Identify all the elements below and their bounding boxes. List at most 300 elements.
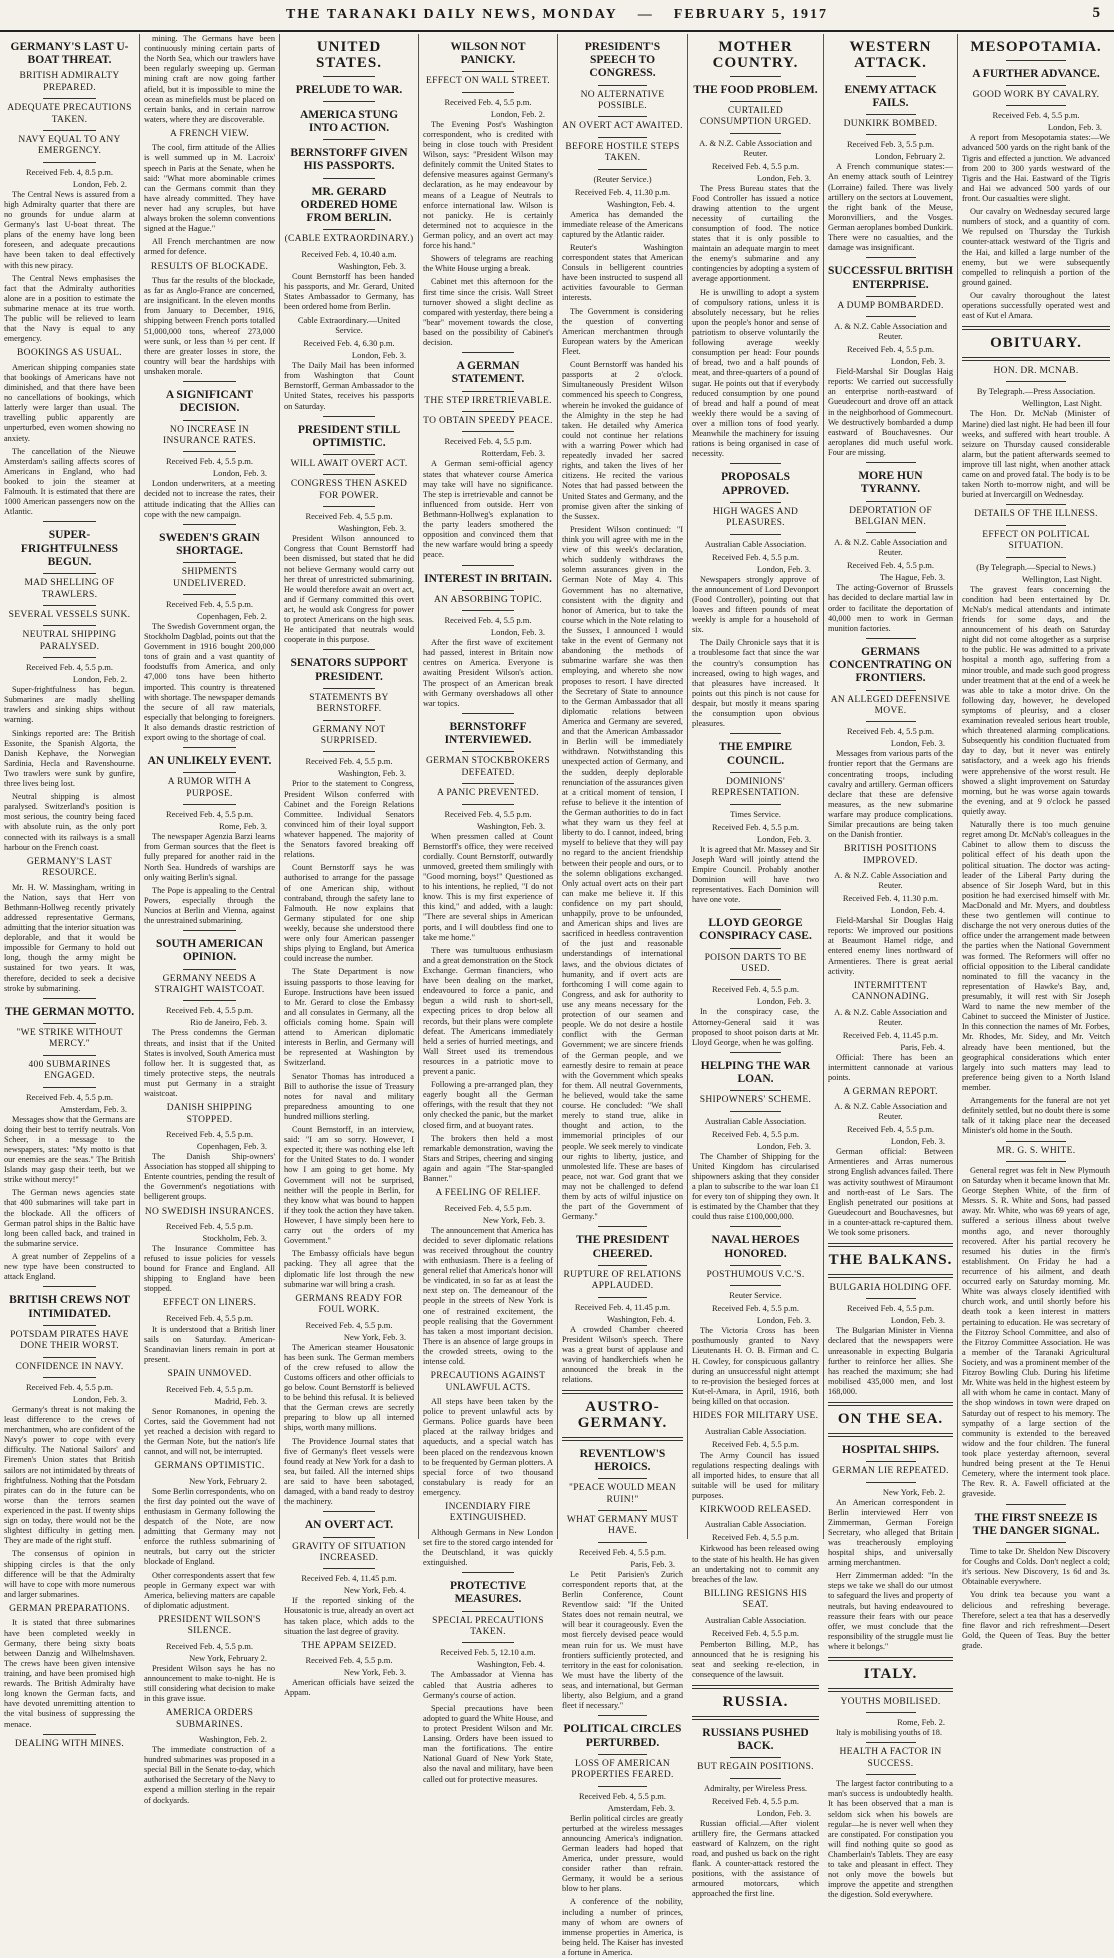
- article-paragraph: Senator Thomas has introduced a Bill to authorise the issue of Treasury notes for naval and military preparedness amounting to one hundred millions sterling.: [284, 1071, 414, 1121]
- double-rule: [828, 1688, 953, 1692]
- column-rule: [598, 1297, 646, 1298]
- dateline: Received Feb. 4, 5.5 p.m.: [165, 1383, 254, 1394]
- article-paragraph: The Central News emphasises the fact that the Admiralty authorities alone are in a position to estimate the submarine menace at its true worth. The public will be relieved to learn that the Navy is equal to any emergency.: [4, 273, 135, 344]
- column-rule: [183, 1000, 235, 1001]
- article-paragraph: If the reported sinking of the Housatonic is true, already an overt act has taken place, which adds to the situation the last degree of gravity.: [284, 1596, 414, 1636]
- article-paragraph: Thus far the results of the blockade, as far as Anglo-France are concerned, are insignificant. In the eleven months from January to December, 1916, shipping between French ports totalled 51,000,000 tons, whereof 273,000 were sunk, or less than ½ per cent. If there are greater losses in store, the country will bear the hardships with unshaken morale.: [144, 275, 275, 376]
- article-headline: SUCCESSFUL BRITISH ENTERPRISE.: [828, 265, 953, 291]
- column-rule: [730, 733, 781, 734]
- column-rule: [866, 76, 916, 77]
- article-headline: GERMANS CONCENTRATING ON FRONTIERS.: [829, 645, 952, 685]
- article-paragraph: The Army Council has issued regulations respecting dealings with all imported hides, to ensure that all suitable will be used for military purposes.: [692, 1450, 819, 1500]
- column-rule: [730, 909, 781, 910]
- placeline: London, Feb. 3.: [756, 833, 811, 844]
- placeline: London, Feb. 3.: [890, 1136, 945, 1147]
- column-rule: [462, 1611, 514, 1612]
- article-paragraph: There was tumultuous enthusiasm and a great demonstration on the Stock Exchange. German financiers, who have been dealing on the market, endeavoured to force a panic, and begun a wild rush to short-sell, expecting prices to drop below all records, but their plans were complete defeat. The Americans immediately held a series of hurried meetings, and Wall Street used its tremendous resources in a patriotic move to prevent a panic.: [423, 945, 553, 1077]
- article-headline: A SIGNIFICANT DECISION.: [165, 389, 254, 415]
- column-rule: [43, 1734, 95, 1735]
- placeline: London, Feb. 3.: [756, 1315, 811, 1326]
- dateline: Received Feb. 4, 5.5 p.m.: [846, 1124, 935, 1135]
- article-subheading: BILLING RESIGNS HIS SEAT.: [703, 1588, 808, 1611]
- column-rule: [43, 998, 95, 999]
- column-rule: [866, 134, 916, 135]
- column-rule: [866, 1298, 916, 1299]
- column-rule: [866, 532, 916, 533]
- article-paragraph: Messages show that the Germans are doing their best to terrify neutrals. Von Scheer, in a message to the newspapers, states: "My motto is that our enemies are the seas." The British Islands may gasp their teeth, but we strike without mercy!": [4, 1114, 135, 1185]
- article-paragraph: All steps have been taken by the police to prevent unlawful acts by Germans. Police guards have been placed at the railway bridges and aqueducts, and a special watch has been placed on the rendezvous known to be frequented by German plotters. A special force of two thousand constabulary is ready for an emergency.: [423, 1396, 553, 1497]
- dateline: Received Feb. 4, 5.5 p.m.: [25, 662, 114, 673]
- article-paragraph: Germany's threat is not making the least difference to the crews of merchantmen, who are confident of the Navy's power to cope with every difficulty. The National Sailors' and Firemen's Union states that British sailors are not intimidated by threats of frightfulness. Nothing that the Potsdam pirates can do in the future can be worse than the terrors seamen experienced in the past. If twenty ships sign on today, there would not be the slightest difficulty in getting men. They are made of the right stuff.: [4, 1404, 135, 1546]
- dateline: Australian Cable Association.: [704, 1115, 807, 1126]
- article-headline: MR. GERARD ORDERED HOME FROM BERLIN.: [300, 185, 398, 225]
- article-subheading: GERMANY NEEDS A STRAIGHT WAISTCOAT.: [154, 973, 265, 996]
- section-heading: AUSTRO-GERMANY.: [577, 1399, 668, 1432]
- column-rule: [43, 573, 95, 574]
- article-subheading: A FEELING OF RELIEF.: [435, 1188, 541, 1199]
- article-headline: ENEMY ATTACK FAILS.: [844, 83, 937, 109]
- article-paragraph: The cancellation of the Nieuwe Amsterdam's sailing affects scores of Americans in England, who had booked to join the steamer at Falmouth. It is estimated that there are 1000 American passengers now on the Atlantic.: [4, 446, 135, 517]
- article-paragraph: The Embassy officials have begun packing. They all agree that the diplomatic life lost through the new submarine war will bring a crash.: [284, 1249, 414, 1289]
- placeline: Paris, Feb. 4.: [900, 1041, 945, 1052]
- placeline: Wellington, Last Night.: [1021, 573, 1102, 584]
- article-paragraph: The brokers then held a most remarkable demonstration, waving the Stars and Stripes, cheering and singing again and again "The Star-spangled Banner.": [423, 1133, 553, 1184]
- article-headline: AN OVERT ACT.: [304, 1519, 394, 1532]
- dateline: Received Feb. 4, 5.5 p.m.: [305, 511, 393, 522]
- article-paragraph: Count Bernstorff says he was authorised to arrange for the passage of one American ship, without contraband, through the safety lane to Falmouth. He now explains that Germany stipulated for one ship weekly, because she understood there were only four American passenger ships plying to England, but America could increase the number.: [284, 863, 414, 964]
- article-subheading: EFFECT ON WALL STREET.: [426, 76, 550, 87]
- article-subheading: DANISH SHIPPING STOPPED.: [166, 1103, 253, 1125]
- article-paragraph: Herr Zimmerman added: "In the steps we take we shall do our utmost to safeguard the lives and property of neutrals, but having endeavoured to reassure their fears with our peace offer, we must conclude that the responsibility of the struggle must lie where it belongs.": [828, 1571, 953, 1652]
- double-rule: [692, 1716, 819, 1720]
- article-headline: HOSPITAL SHIPS.: [842, 1443, 939, 1456]
- dateline: (By Telegraph.—Special to News.): [976, 561, 1096, 572]
- placeline: Washington, Feb. 3.: [337, 768, 406, 779]
- placeline: London, Feb. 3.: [72, 1393, 127, 1404]
- article-paragraph: Naturally there is too much genuine regret among Dr. McNab's colleagues in the Cabinet to allow them to discuss the political effect of his death upon the political situation. The doctor was acting-leader of the Liberal Party during the absence of Sir Joseph Ward, but in this position he had exercised himself with Mr. MacDonald and Mr. Myers, and doubtless these two gentlemen will continue to discharge the not very onerous duties of the office under the arrangement made between the parties when the National Government was formed. The Reformers will offer no official opposition to the Liberal candidate nominated to fill the vacancy in the representation of Hawke's Bay, and, presumably, it will rest with Sir Joseph Ward to name the new member of the Cabinet to succeed the Minister of Justice. In this connection the names of Mr. Forbes, Mr. Rhodes, Mr. Sidey, and Mr. Veitch already have been mentioned, but the geographical considerations which enter largely into such matters may lead to preference being given to a North Island member.: [962, 820, 1110, 1092]
- article-subheading: "PEACE WOULD MEAN RUIN!": [569, 1483, 676, 1505]
- dateline: Received Feb. 4, 10.40 a.m.: [301, 248, 397, 259]
- article-subheading: EFFECT ON POLITICAL SITUATION.: [982, 529, 1090, 552]
- column-rule: [730, 979, 781, 980]
- article-paragraph: A great number of Zeppelins of a new type have been constructed to attack England.: [4, 1252, 135, 1282]
- column-rule: [598, 1478, 646, 1479]
- article-subheading: WILL AWAIT OVERT ACT.: [290, 459, 408, 470]
- article-paragraph: Kirkwood has been released owing to the state of his health. He has given an undertaking not to commit any breaches of the law.: [692, 1544, 819, 1584]
- masthead: [0, 0, 1114, 32]
- column-rule: [43, 521, 95, 522]
- article-paragraph: German official: Between Armentieres and Arras numerous strong English advances failed. There was activity southwest of Miraumont and north-east of Le Sars. The English penetrated our positions at Gueudecourt and Bouchavesnes, but in a counter-attack re-captured them. We took some prisoners.: [828, 1147, 953, 1238]
- article-headline: INTEREST IN BRITAIN.: [424, 572, 552, 585]
- placeline: Wellington, Last Night.: [1021, 398, 1102, 409]
- article-subheading: BULGARIA HOLDING OFF.: [829, 1282, 952, 1293]
- placeline: New York, Feb. 2.: [882, 1486, 945, 1497]
- article-paragraph: mining. The Germans have been continuously mining certain parts of the North Sea, which our trawlers have been regularly sweeping up. German mining craft are now going farther afield, but it is impossible to mine the ocean as minefields must be placed on certain banks, and in certain narrow waters, where they are discoverable.: [144, 34, 275, 124]
- article-subheading: RUPTURE OF RELATIONS APPLAUDED.: [563, 1269, 682, 1292]
- section-heading: RUSSIA.: [722, 1694, 789, 1711]
- article-paragraph: Count Bernstorff, in an interview, said: "I am so sorry. However, I expected it; there was nothing else left for the United States to do. I wonder how I am going to get home. My Government will not be surprised, neither will the people in Berlin, for they know what was bound to happen if they took the action they have taken. However, I have simply been here to carry out the orders of my Government.": [284, 1125, 414, 1246]
- column-rule: [1006, 105, 1065, 106]
- column-7: [824, 34, 958, 1900]
- dateline: Received Feb. 4, 5.5 p.m.: [992, 110, 1080, 121]
- article-paragraph: Cabinet met this afternoon for the first time since the crisis. Wall Street turnover showed a slight decline as compared with yesterday, there being a "bear" movement towards the close, based on the possibility of Cabinet's decision.: [423, 277, 553, 348]
- column-rule: [598, 137, 646, 138]
- column-rule: [730, 804, 781, 805]
- column-rule: [462, 92, 514, 93]
- placeline: London, Feb. 2.: [72, 178, 127, 189]
- column-6: [688, 34, 824, 1899]
- article-subheading: GERMAN LIE REPEATED.: [832, 1466, 949, 1477]
- article-headline: REVENTLOW'S HEROICS.: [579, 1447, 666, 1474]
- dateline: Received Feb. 4, 11.45 p.m.: [842, 1029, 939, 1040]
- article-subheading: ADEQUATE PRECAUTIONS TAKEN.: [7, 103, 132, 125]
- article-subheading: CURTAILED CONSUMPTION URGED.: [699, 105, 812, 128]
- placeline: London, Feb. 3.: [756, 563, 811, 574]
- article-subheading: GOOD WORK BY CAVALRY.: [972, 89, 1100, 100]
- article-subheading: BOOKINGS AS USUAL.: [17, 348, 122, 359]
- article-subheading: POSTHUMOUS V.C.'S.: [706, 1269, 805, 1280]
- column-rule: [43, 657, 95, 658]
- article-subheading: HIDES FOR MILITARY USE.: [692, 1411, 819, 1422]
- article-paragraph: The Daily Mail has been informed from Washington that Count Bernstorff, German Ambassador to the United States, receives his passports on Saturday.: [284, 361, 414, 411]
- placeline: Rome, Feb. 3.: [219, 821, 267, 832]
- column-rule: [462, 713, 514, 714]
- article-paragraph: You drink tea because you want a delicious and refreshing beverage. Therefore, select a tea that has a deservedly fine flavor and rich refreshment—Desert Gold, the Queen of Teas. Buy the better grade.: [962, 1590, 1110, 1650]
- column-rule: [183, 451, 235, 452]
- placeline: Washington, Feb. 2.: [198, 1733, 267, 1744]
- article-headline: SWEDEN'S GRAIN SHORTAGE.: [159, 531, 260, 557]
- article-paragraph: Showers of telegrams are reaching the White House urging a break.: [423, 254, 553, 274]
- dateline: Received Feb. 4, 5.5 p.m.: [578, 1546, 667, 1557]
- article-subheading: DETAILS OF THE ILLNESS.: [974, 509, 1098, 520]
- column-rule: [462, 71, 514, 72]
- article-subheading: BRITISH POSITIONS IMPROVED.: [844, 844, 937, 866]
- article-paragraph: An American correspondent in Berlin interviewed Herr von Zimmerman, German Foreign Secretary, who alleged that Britain was treacherously employing hospital ships, and universally arming merchantmen.: [828, 1497, 953, 1568]
- column-rule: [1006, 1542, 1065, 1543]
- placeline: Washington, Feb. 3.: [337, 260, 406, 271]
- column-rule: [730, 1778, 781, 1779]
- placeline: New York, Feb. 4.: [343, 1585, 406, 1596]
- article-paragraph: A report from Mesopotamia states:—We advanced 500 yards on the right bank of the Tigris and effected a junction. We advanced from 200 to 300 yards westward of the Tigris and the Hai. Eastward of the Tigris and Hai we advanced 500 yards of our front. Our casualties were slight.: [962, 133, 1110, 204]
- column-rule: [1006, 1504, 1065, 1505]
- column-rule: [323, 1511, 375, 1512]
- article-paragraph: He is unwilling to adopt a system of compulsory rations, unless it is absolutely necessary, but he relies upon the people's honor and sense of patriotism to observe voluntarily the following average weekly consumption per head: Four pounds of bread, two and a half pounds of meat, and three-quarters of a pound of sugar. He points out that if everybody reduced consumption by one pound of bread and half a pound of meat weekly there would be a saving of over a million tons of food yearly. Meanwhile the machinery for issuing rations is being organised in case of necessity.: [692, 287, 819, 459]
- placeline: Rio de Janeiro, Feb. 3.: [190, 1017, 267, 1028]
- article-paragraph: The newspaper Agenzia Barzi learns from German sources that the fleet is fully prepared for another raid in the North Sea. Hundreds of warships are only waiting Berlin's signal.: [144, 832, 275, 882]
- column-rule: [598, 85, 646, 86]
- dateline: A. & N.Z. Cable Association and Reuter.: [834, 537, 947, 558]
- article-paragraph: Neutral shipping is almost paralysed. Switzerland's position is most serious, the country being faced with absolute ruin, as the only port connected with its railways is a small harbour on the French coast.: [4, 792, 135, 852]
- column-rule: [462, 411, 514, 412]
- column-rule: [323, 454, 375, 455]
- placeline: New York, Feb. 3.: [343, 1667, 406, 1678]
- dateline: Received Feb. 4, 5.5 p.m.: [165, 1220, 254, 1231]
- article-paragraph: Italy is mobilising youths of 18.: [836, 1728, 943, 1738]
- article-subheading: DEPORTATION OF BELGIAN MEN.: [849, 505, 932, 527]
- article-subheading: INCENDIARY FIRE EXTINGUISHED.: [445, 1502, 531, 1524]
- placeline: London, February 2.: [875, 151, 945, 162]
- column-rule: [323, 751, 375, 752]
- placeline: New York, Feb. 3.: [343, 1331, 406, 1342]
- placeline: Copenhagen, Feb. 3.: [196, 1141, 267, 1151]
- dateline: Received Feb. 4, 5.5 p.m.: [25, 1091, 114, 1102]
- section-heading: MOTHER COUNTRY.: [712, 39, 799, 71]
- article-paragraph: The announcement that America has decided to sever diplomatic relations was received throughout the country with enthusiasm. There is a feeling of general relief that America's honor will be vindicated, in so far as at least the next step on. The demeanour of the people in the streets of New York is one of restrained excitement, the people realising that the Government has taken a most important decision. There is an absence of large groups in the crowded streets, owing to the intense cold.: [423, 1225, 553, 1367]
- article-paragraph: American officials have seized the Appam.: [284, 1678, 414, 1698]
- dateline: Received Feb. 4, 11.30 p.m.: [842, 893, 939, 904]
- placeline: London, Feb. 2.: [72, 674, 127, 685]
- column-rule: [866, 1712, 916, 1713]
- article-headline: THE FOOD PROBLEM.: [693, 83, 818, 96]
- article-paragraph: A crowded Chamber cheered President Wilson's speech. There was a great burst of applause and waving of handkerchiefs when he announced the break in the relations.: [562, 1324, 683, 1385]
- article-subheading: SPECIAL PRECAUTIONS TAKEN.: [432, 1615, 544, 1638]
- dateline: Received Feb. 4, 5.5 p.m.: [305, 756, 393, 767]
- article-paragraph: The Swedish Government organ, the Stockholm Dagblad, points out that the Government in 1916 bought 200,000 tons of grain and a vast quantity of foodstuffs from America, and only 47,000 tons have been hitherto imported. This country is threatened with shortage. The newspaper demands the secure of all raw materials, especially that belonging to foreigners. It also demands drastic restriction of export owing to the shortage of coal.: [144, 621, 275, 743]
- article-headline: SUPER-FRIGHTFULNESS BEGUN.: [20, 529, 119, 568]
- article-headline: THE GERMAN MOTTO.: [4, 1005, 135, 1018]
- article-subheading: PRESIDENT WILSON'S SILENCE.: [158, 1614, 261, 1637]
- column-rule: [323, 229, 375, 230]
- column-rule: [866, 1742, 916, 1743]
- article-paragraph: The Daily Chronicle says that it is a troublesome fact that since the war the country's consumption has increased, owing to high wages, and that pleasures have increased. It points out this pinch is not cause for despair, but mostly it means sparing the consumption upon obvious pleasures.: [692, 638, 819, 729]
- article-subheading: (CABLE EXTRAORDINARY.): [284, 234, 414, 245]
- column-rule: [866, 1461, 916, 1462]
- article-headline: RUSSIANS PUSHED BACK.: [702, 1726, 809, 1753]
- section-heading: ITALY.: [863, 1666, 918, 1683]
- article-subheading: NO INCREASE IN INSURANCE RATES.: [163, 424, 256, 446]
- article-subheading: NEUTRAL SHIPPING PARALYSED.: [22, 630, 117, 652]
- article-paragraph: The Danish Ship-owners' Association has stopped all shipping to Entente countries, pending the result of the Government's negotiations with belligerent groups.: [144, 1152, 275, 1202]
- column-rule: [598, 1510, 646, 1511]
- article-paragraph: Our cavalry thoroughout the latest operations successfully operated west and east of Kut el Amara.: [962, 291, 1110, 321]
- article-subheading: A FRENCH VIEW.: [170, 128, 249, 139]
- article-headline: A FURTHER ADVANCE.: [972, 67, 1100, 80]
- article-subheading: THE STEP IRRETRIEVABLE.: [424, 395, 552, 406]
- column-5: [558, 34, 688, 1957]
- column-rule: [730, 1757, 781, 1758]
- article-paragraph: Senor Romanones, in opening the Cortes, said the Government had not yet reached a decision with regard to the German Note, but the nation's life cannot, and will not, be interrupted.: [144, 1406, 275, 1457]
- article-subheading: KIRKWOOD RELEASED.: [699, 1505, 812, 1516]
- column-rule: [323, 416, 375, 417]
- article-subheading: AN ALLEGED DEFENSIVE MOVE.: [830, 694, 951, 716]
- dateline: Received Feb. 4, 8.5 p.m.: [25, 166, 114, 177]
- dateline: Received Feb. 3, 5.5 p.m.: [846, 139, 935, 150]
- article-paragraph: The Press condemns the German threats, and insist that if the United States is involved, South America must follow her. It is suggested that, as timely protective steps, the neutrals must put Germany in a straight waistcoat.: [144, 1028, 275, 1099]
- column-rule: [866, 1482, 916, 1483]
- article-paragraph: Count Bernstorff has been handed his passports, and Mr. Gerard, United States Ambassador to Germany, has been ordered home from Berlin.: [284, 271, 414, 311]
- column-rule: [730, 1052, 781, 1053]
- dateline: Received Feb. 4, 5.5 p.m.: [846, 560, 935, 571]
- column-rule: [866, 296, 916, 297]
- column-rule: [462, 431, 514, 432]
- article-subheading: GERMAN STOCKBROKERS DEFEATED.: [425, 756, 551, 778]
- column-rule: [43, 1357, 95, 1358]
- article-paragraph: Pemberton Billing, M.P., has announced that he is resigning his seat and seeking re-election, in consequence of the lawsuit.: [692, 1639, 819, 1680]
- placeline: New York, February 2.: [189, 1652, 267, 1663]
- placeline: London, Feb. 3.: [756, 1807, 811, 1818]
- column-rule: [730, 101, 781, 102]
- column-rule: [1006, 1161, 1065, 1162]
- column-rule: [43, 130, 95, 131]
- article-headline: PRESIDENT'S SPEECH TO CONGRESS.: [584, 41, 661, 80]
- column-rule: [183, 772, 235, 773]
- article-paragraph: Special precautions have been adopted to guard the White House, and to protect President Wilson and Mr. Lansing. Orders have been issued to man the fortifications. The entire National Guard of New York State, also the naval and military, have been called out for protective measures.: [423, 1703, 553, 1784]
- column-rule: [598, 1265, 646, 1266]
- article-paragraph: Following a pre-arranged plan, they eagerly bought all the German offerings, with the result that they not only checked the panic, but the market closed firm, and at buoyant rates.: [423, 1080, 553, 1130]
- column-rule: [730, 772, 781, 773]
- dateline: Received Feb. 4, 5.5 p.m.: [711, 160, 800, 171]
- dateline: Received Feb. 4, 5.5 p.m.: [711, 984, 800, 995]
- article-headline: PROPOSALS APPROVED.: [720, 471, 790, 497]
- article-headline: GERMANY'S LAST U-BOAT THREAT.: [10, 41, 129, 67]
- article-paragraph: The Hon. Dr. McNab (Minister of Marine) died last night. He had been ill four weeks, and suffered with heart trouble. A seizure on Thursday caused considerable alarm, but the patient afterwards seemed to improve till last night, when another attack came on and proved fatal. The body is to be taken North to-morrow night, and will be buried at Invercargill on Wednesday.: [962, 409, 1110, 500]
- dateline: By Telegraph.—Press Association.: [976, 386, 1096, 397]
- dateline: Received Feb. 4, 5.5 p.m.: [305, 1655, 393, 1666]
- article-headline: SOUTH AMERICAN OPINION.: [155, 938, 264, 964]
- dateline: Received Feb. 4, 5.5 p.m.: [711, 1795, 800, 1806]
- article-paragraph: Although Germans in New London set fire to the stored cargo intended for the Deutschland, it was quickly extinguished.: [423, 1527, 553, 1568]
- dateline: Received Feb. 4, 5.5 p.m.: [711, 1627, 800, 1638]
- column-rule: [1006, 60, 1065, 61]
- placeline: Copenhagen, Feb. 2.: [196, 610, 267, 621]
- article-paragraph: The Evening Post's Washington correspondent, who is credited with being in close touch with President Wilson, says: "President Wilson may definitely commit the United States to defensive measures against Germany's declaration, as he may endeavour by means of a League of Neutrals to enforce international law. Wilson is not panicky. He is certainly determined not to acquiesce in the German policy, and an overt act may force his hand.": [423, 119, 553, 251]
- column-rule: [43, 1377, 95, 1378]
- article-subheading: LOSS OF AMERICAN PROPERTIES FEARED.: [571, 1758, 674, 1781]
- column-rule: [183, 562, 235, 563]
- dateline: A. & N.Z. Cable Association and Reuter.: [834, 1006, 947, 1027]
- placeline: London, Feb. 3.: [351, 350, 406, 361]
- column-rule: [183, 969, 235, 970]
- article-subheading: "WE STRIKE WITHOUT MERCY.": [16, 1028, 123, 1050]
- article-paragraph: All French merchantmen are now armed for defence.: [144, 237, 275, 257]
- column-rule: [1006, 85, 1065, 86]
- column-rule: [866, 721, 916, 722]
- column-rule: [1006, 557, 1065, 558]
- article-headline: MORE HUN TYRANNY.: [858, 470, 923, 496]
- column-rule: [730, 1265, 781, 1266]
- dateline: Times Service.: [730, 808, 781, 819]
- article-subheading: BUT REGAIN POSITIONS.: [697, 1762, 814, 1773]
- article-paragraph: The consensus of opinion in shipping circles is that the only difference will be that the Admiralty will have to cope with more numerous and larger submarines.: [4, 1549, 135, 1599]
- article-paragraph: American shipping companies state that bookings of Americans have not diminished, and that there have been no cancellations of bookings, which latterly were larger than usual. The travelling public apparently are unperturbed, even women showing no anxiety.: [4, 362, 135, 443]
- placeline: London, Feb. 3.: [490, 627, 545, 638]
- article-paragraph: Time to take Dr. Sheldon New Discovery for Coughs and Colds. Don't neglect a cold; it's serious. New Discovery, 1s 6d and 3s. Obtainable everywhere.: [962, 1546, 1110, 1587]
- article-paragraph: Super-frightfulness has begun. Submarines are madly shelling trawlers and sinking ships without warning.: [4, 685, 135, 725]
- double-rule: [828, 1274, 953, 1278]
- article-subheading: SHIPOWNERS' SCHEME.: [699, 1095, 812, 1106]
- article-subheading: SEVERAL VESSELS SUNK.: [8, 609, 131, 620]
- dateline: A. & N.Z. Cable Association and Reuter.: [834, 870, 947, 891]
- placeline: Paris, Feb. 3.: [630, 1558, 675, 1569]
- masthead-date: FEBRUARY 5, 1917: [673, 7, 829, 22]
- column-3: [280, 34, 419, 1698]
- article-headline: BERNSTORFF INTERVIEWED.: [444, 720, 532, 747]
- article-paragraph: The Ambassador at Vienna has cabled that Austria adheres to Germany's course of action.: [423, 1670, 553, 1700]
- article-subheading: STATEMENTS BY BERNSTORFF.: [309, 692, 389, 715]
- column-rule: [598, 1754, 646, 1755]
- column-rule: [43, 1286, 95, 1287]
- article-subheading: AMERICA ORDERS SUBMARINES.: [165, 1708, 254, 1730]
- column-rule: [730, 1285, 781, 1286]
- column-rule: [598, 116, 646, 117]
- placeline: Washington, Feb. 4.: [606, 1313, 675, 1324]
- placeline: London, Feb. 3.: [756, 996, 811, 1007]
- article-paragraph: Sinkings reported are: The British Essonite, the Spanish Algorta, the Danish Kephave, the Norwegian Sardinia, Hecla and Ravenshourne. Two trawlers were sunk by gunfire, three lives being lost.: [4, 728, 135, 789]
- article-headline: NAVAL HEROES HONORED.: [711, 1234, 800, 1260]
- article-paragraph: The Bulgarian Minister in Vienna declared that the newspapers were unreasonable in expecting Bulgaria further to reinforce her allies. She has reached the maximum; she had mobilised 435,000 men, and lost 168,000.: [828, 1326, 953, 1397]
- dateline: Received Feb. 4, 5.5 p.m.: [165, 809, 254, 820]
- article-paragraph: General regret was felt in New Plymouth on Saturday when it became known that Mr. George Stephen White, of the firm of Messrs. S. R. White and Sons, had passed away. Mr. White, who was 69 years of age, suffered a serious illness about twelve months ago, and never thoroughly recovered. After his partial recovery he resumed his duties in the firm's establishment. On Friday he had a recurrence of his ailment, and death occurred early on Saturday morning. Mr. White was always closely identified with church work, and until shortly before his death took a keen interest in matters pertaining to education. He was secretary of the Fitzroy School Committee, and also of the Fitzroy Committee Association. He was a member of the Taranaki Agricultural Society, and was a prominent member of the Fitzroy Bowling Club. During his lifetime Mr. White was held in the highest esteem by all with whom he came in contact. Many of the shop windows in town were draped on Saturday out of respect to his memory. The sympathy of a large section of the community is extended to the bereaved widow and the four children. The funeral took place yesterday afternoon, several hundred being present at the Te Henui Cemetery, where the interment took place. The Rev. R. A. Fawell officiated at the graveside.: [962, 1165, 1110, 1499]
- dateline: Received Feb. 4, 5.5 p.m.: [711, 1128, 800, 1139]
- placeline: London, Feb. 3.: [890, 738, 945, 749]
- dateline: A. & N.Z. Cable Association and Reuter.: [834, 321, 947, 342]
- article-paragraph: The Press Bureau states that the Food Controller has issued a notice drawing attention to the urgent necessity of curtailing the consumption of food. The notice states that it is only possible to maintain an adequate margin to meet the enemy's submarine and any contingencies by adopting a system of average apportionment.: [692, 183, 819, 284]
- dateline: Received Feb. 4, 5.5 p.m.: [711, 1303, 800, 1314]
- column-rule: [866, 1774, 916, 1775]
- article-paragraph: America has demanded the immediate release of the Americans captured by the Atlantic raider.: [562, 209, 683, 239]
- article-paragraph: A German semi-official agency states that whatever course America may take will have no significance. The step is irretrievable and cannot be influenced from outside. Herr von Bethmann-Hollweg's explanation to the party leaders smothered the opposition and convinced them that the new warfare would bring a speedy peace.: [423, 459, 553, 560]
- article-headline: AN UNLIKELY EVENT.: [147, 755, 272, 768]
- placeline: Washington, Feb. 3.: [476, 820, 545, 831]
- article-paragraph: Arrangements for the funeral are not yet definitely settled, but no doubt there is some talk of it taking place near the deceased Minister's old home in the South.: [962, 1096, 1110, 1136]
- column-rule: [183, 804, 235, 805]
- article-paragraph: Le Petit Parisien's Zurich correspondent reports that, at the Berlin Conference, Count Reventlow said: "If the United States does not remain neutral, we will bear it courageously. Even the most fiercely devised peace would mean ruin for us. We must have frontiers sufficiently protected, and territory in the east for colonisation. We must have the liberty of the seas, and international, but German liberty, also Belgium, and a grand fleet if necessary.": [562, 1569, 683, 1711]
- column-rule: [323, 178, 375, 179]
- article-paragraph: Prior to the statement to Congress, President Wilson conferred with Cabinet and the Foreign Relations Committee. Individual Senators convinced him of their loyal support whatever happened. The majority of the Senators favored breaking off relations.: [284, 779, 414, 860]
- column-rule: [43, 605, 95, 606]
- article-subheading: GERMANY NOT SURPRISED.: [312, 724, 386, 747]
- column-rule: [43, 98, 95, 99]
- dateline: Received Feb. 4, 5.5 p.m.: [711, 1532, 800, 1543]
- column-rule: [183, 381, 235, 382]
- column-rule: [866, 501, 916, 502]
- column-rule: [323, 139, 375, 140]
- article-subheading: PRECAUTIONS AGAINST UNLAWFUL ACTS.: [430, 1371, 546, 1393]
- dateline: Admiralty, per Wireless Press.: [703, 1782, 808, 1793]
- article-subheading: DOMINIONS' REPRESENTATION.: [711, 776, 800, 799]
- article-paragraph: Some Berlin correspondents, who on the first day pointed out the wave of enthusiasm in Germany following the despatch of the Note, are now admitting that Germany may not enforce the ruthless submarining of neutrals, but carry out the stricter blockade of England.: [144, 1486, 275, 1567]
- column-rule: [866, 638, 916, 639]
- column-8: [958, 34, 1114, 1650]
- placeline: Washington, Feb. 4.: [606, 198, 675, 209]
- article-subheading: CONGRESS THEN ASKED FOR POWER.: [290, 479, 408, 501]
- article-headline: AMERICA STUNG INTO ACTION.: [299, 108, 399, 134]
- article-subheading: HEALTH A FACTOR IN SUCCESS.: [839, 1747, 942, 1769]
- article-subheading: A RUMOR WITH A PURPOSE.: [167, 777, 252, 799]
- dateline: Received Feb. 4, 5.5 p.m.: [165, 1312, 254, 1323]
- dateline: Received Feb. 4, 5.5 p.m.: [165, 1640, 254, 1651]
- article-paragraph: The State Department is now issuing passports to those leaving for Europe. Instructions have been issued to Mr. Gerard to close the Embassy and all consulates in Germany, all the officials coming home. Spain will attend to American diplomatic interests in Berlin, and Germany will be represented at Washington by Switzerland.: [284, 967, 414, 1068]
- dateline: Australian Cable Association.: [704, 1614, 807, 1625]
- article-subheading: GRAVITY OF SITUATION INCREASED.: [292, 1541, 406, 1563]
- dateline: Received Feb. 4, 5.5 p.m.: [165, 1129, 254, 1139]
- dateline: Received Feb. 4, 5.5 p.m.: [444, 436, 532, 447]
- column-rule: [866, 690, 916, 691]
- article-subheading: A GERMAN REPORT.: [843, 1086, 938, 1097]
- article-paragraph: Russian official.—After violent artillery fire, the Germans attacked eastward of Kalnzem, on the right road, and pushed us back on the right flank. A counter-attack restored the positions, with the assistance of armoured motorcars, which approached the first line.: [692, 1818, 819, 1899]
- article-subheading: GERMANS OPTIMISTIC.: [154, 1461, 265, 1472]
- article-paragraph: The cool, firm attitude of the Allies is well summed up in M. Lacroix' speech in Paris at the Senate, when he said: "What more abominable crimes can the Germans commit than they have already committed. They have never had any scruples, but have always broken the solemn conventions signed at the Hague.": [144, 143, 275, 234]
- column-rule: [323, 474, 375, 475]
- article-subheading: MAD SHELLING OF TRAWLERS.: [24, 578, 115, 600]
- article-paragraph: The largest factor contributing to a man's success is undoubtedly health. It has been observed that a man is seldom sick when his bowels are regular—he is never well when they are constipated. For constipation you will find nothing quite so good as Chamberlain's Tablets. They are easy to take and pleasant in effect. They not only move the bowels but improve the appetite and strengthen the digestion. Sold everywhere.: [828, 1779, 953, 1900]
- dateline: A. & N.Z. Cable Association and Reuter.: [699, 137, 812, 158]
- article-subheading: A PANIC PREVENTED.: [437, 788, 539, 799]
- article-headline: SENATORS SUPPORT PRESIDENT.: [290, 657, 408, 683]
- dateline: (Reuter Service.): [593, 173, 652, 184]
- article-paragraph: The Providence Journal states that five of Germany's fleet vessels were found ready at New York for a dash to sea, but failed. All the interned ships are said to have been sabotaged, damaged, with a band ready to destroy the machinery.: [284, 1436, 414, 1507]
- double-rule: [828, 1433, 953, 1437]
